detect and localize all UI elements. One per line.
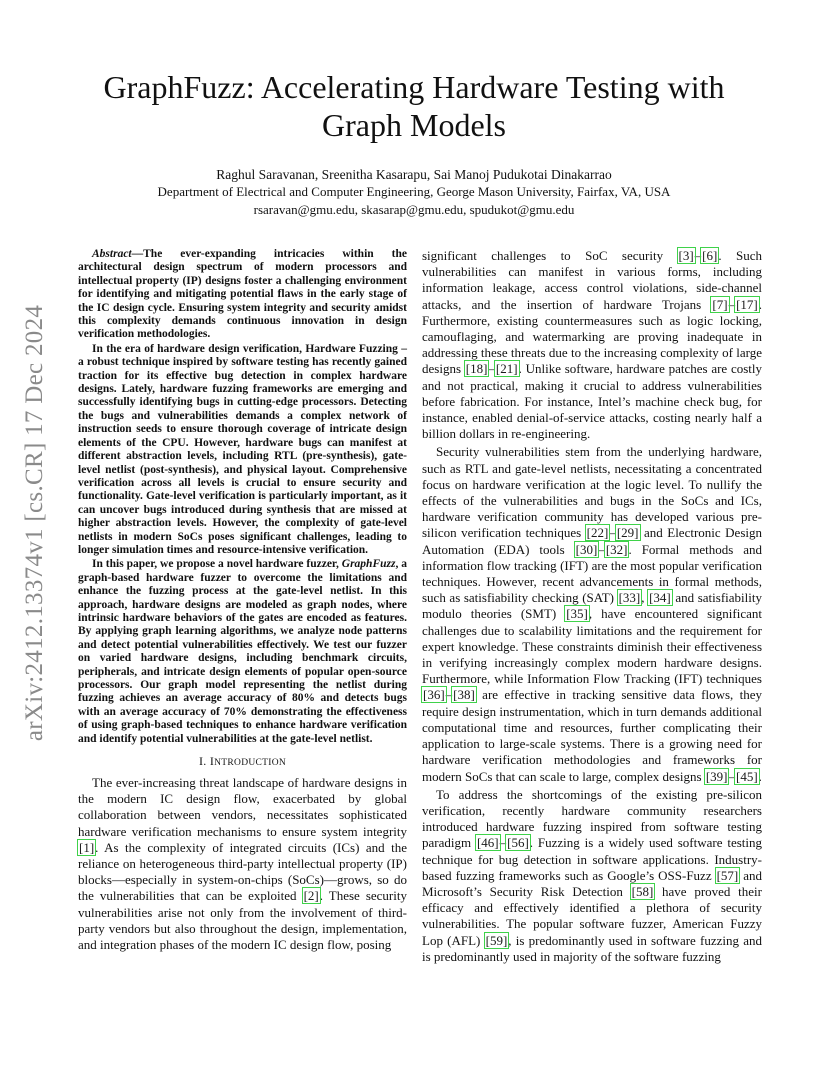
intro-paragraph-continued: significant challenges to SoC security [3]–[6]. Such vulnerabilities can manifest in various forms, including information leakage, access control violations, side-channel attacks, and the insertion of hardware Trojans [7]–[17]. Furthermore, existing countermeasures such as logic locking, camouflaging, and watermarking are proving inadequate in addressing these threats due to the increasing complexity of large designs [18]–[21]. Unlike software, hardware patches are costly and not practical, making it crucial to address vulnerabilities before fabrication. For instance, Intel’s machine check bug, for instance, enabled denial-of-service attacks, costing nearly half a billion dollars in re-engineering. — [422, 248, 763, 442]
affiliation: Department of Electrical and Computer Engineering, George Mason University, Fairfax, VA, USA — [157, 184, 671, 199]
intro-paragraph-2: Security vulnerabilities stem from the underlying hardware, such as RTL and gate-level netlists, necessitating a concentrated focus on hardware verification at the logic level. To nullify the effects of the vulnerabilities and bugs in the SoCs and ICs, hardware verification community has developed various pre-silicon verification techniques [22]–[29] and Electronic Design Automation (EDA) tools [30]–[32]. Formal methods and information flow tracking (IFT) are the most popular verification techniques. However, recent advancements in formal methods, such as satisfiability checking (SAT) [33], [34] and satisfiability modulo theories (SMT) [35], have encountered significant challenges due to scalability limitations and the requirement for expert knowledge. These constraints diminish their effectiveness in verifying increasingly complex modern hardware designs. Furthermore, while Information Flow Tracking (IFT) techniques [36]–[38] are effective in tracking sensitive data flows, they require design instrumentation, which in turn demands additional computational time and resources, further complicating their application to large-scale systems. There is a growing need for hardware verification methodologies and frameworks for modern SoCs that can scale to large, complex designs [39]–[45]. — [422, 444, 762, 784]
citation-link[interactable]: [38] — [453, 687, 475, 703]
abstract-paragraph-1: Abstract—The ever-expanding intricacies within the architectural design spectrum of modern processors and intellectual property (IP) designs foster a challenging environment for identifying and mitigating potential flaws in the early stage of the IC design cycle. Ensuring system integrity and security amidst this complexity demands continuous innovation in design verification methodologies. — [78, 248, 407, 341]
citation-link[interactable]: [3] — [678, 248, 694, 263]
author-emails: rsaravan@gmu.edu, skasarap@gmu.edu, spudukot@gmu.edu — [253, 202, 575, 217]
right-column — [422, 248, 762, 967]
citation-link[interactable]: [58] — [631, 883, 654, 899]
citation-link[interactable]: [1] — [79, 839, 95, 855]
fuzzer-name: GraphFuzz — [341, 558, 396, 571]
citation-link[interactable]: [57] — [716, 867, 739, 883]
citation-link[interactable]: [39] — [705, 768, 728, 784]
citation-link[interactable]: [17] — [736, 296, 758, 312]
introduction-left — [78, 775, 407, 953]
citation-link[interactable]: [18] — [465, 361, 488, 377]
section-heading-introduction: I. INTRODUCTION — [198, 754, 287, 769]
title-line-2: Graph Models — [322, 107, 506, 143]
citation-link[interactable]: [7] — [712, 296, 728, 312]
citation-link[interactable]: [56] — [507, 835, 529, 851]
citation-link[interactable]: [29] — [616, 525, 639, 541]
citation-link[interactable]: [2] — [303, 888, 319, 904]
citation-link[interactable]: [33] — [618, 590, 641, 606]
abstract — [78, 248, 407, 746]
abstract-paragraph-3: In this paper, we propose a novel hardware fuzzer, GraphFuzz, a graph-based hardware fuzzer to overcome the limitations and enhance the fuzzing process at the gate-level netlist. In this approach, hardware designs are modeled as graph nodes, where intrinsic hardware behaviors of the gates are encoded as features. By applying graph learning algorithms, we analyze node patterns and detect potential vulnerabilities effectively. We test our fuzzer on varied hardware designs, including benchmark circuits, peripherals, and intricate design elements of popular open-source processors. Our graph model representing the netlist during fuzzing achieves an average accuracy of 80% and detects bugs with an average accuracy of 70% demonstrating the effectiveness of using graph-based techniques to enhance hardware verification and identify potential vulnerabilities at the gate-level netlist. — [78, 558, 407, 745]
introduction-right — [422, 248, 762, 965]
citation-link[interactable]: [21] — [495, 361, 518, 377]
citation-link[interactable]: [22] — [586, 525, 609, 541]
abstract-paragraph-2: In the era of hardware design verification, Hardware Fuzzing – a robust technique inspired by software testing has recently gained traction for its effective bug detection in complex hardware designs. Lately, hardware fuzzing frameworks are emerging and successfully identifying bugs in cutting-edge processors. Detecting the bugs and vulnerabilities demands a complex network of instruction seeds to ensure thorough coverage of intricate design elements of the CPU. However, hardware bugs can manifest at different abstraction levels, including RTL (pre-synthesis), gate-level netlist (post-synthesis), and physical layout. Comprehensive verification across all levels is crucial to ensure security and functionality. Gate-level verification is particularly important, as it can uncover bugs introduced during synthesis that are missed at higher abstraction levels. However, the complexity of gate-level netlists in modern SoCs poses significant challenges, leading to longer simulation times and resource-intensive verification. — [78, 342, 407, 556]
arxiv-identifier — [22, 285, 48, 760]
abstract-lead: Abstract — [92, 248, 132, 260]
citation-link[interactable]: [30] — [575, 541, 598, 557]
arxiv-identifier-text: arXiv:2412.13374v1 [cs.CR] 17 Dec 2024 — [21, 304, 48, 741]
citation-link[interactable]: [59] — [485, 932, 508, 948]
citation-link[interactable]: [45] — [735, 768, 758, 784]
left-column — [78, 248, 407, 955]
citation-link[interactable]: [32] — [605, 541, 628, 557]
citation-link[interactable]: [6] — [702, 248, 718, 263]
citation-link[interactable]: [36] — [423, 687, 445, 703]
intro-paragraph-1: The ever-increasing threat landscape of hardware designs in the modern IC design flow, exacerbated by global collaboration between vendors, necessitates sophisticated hardware verification mechanisms to ensure system integrity [1]. As the complexity of integrated circuits (ICs) and the reliance on heterogeneous third-party intellectual property (IP) blocks—especially in system-on-chips (SoCs)—grows, so do the vulnerabilities that can be exploited [2]. These security vulnerabilities arise not only from the involvement of third-party vendors but also throughout the design, implementation, and integration phases of the modern IC design flow, posing — [78, 775, 407, 953]
citation-link[interactable]: [46] — [476, 835, 499, 851]
citation-link[interactable]: [34] — [649, 590, 671, 606]
paper-title — [70, 68, 758, 144]
author-list: Raghul Saravanan, Sreenitha Kasarapu, Sai Manoj Pudukotai Dinakarrao — [216, 167, 612, 182]
citation-link[interactable]: [35] — [566, 606, 588, 622]
intro-paragraph-3: To address the shortcomings of the existing pre-silicon verification, recently hardware community researchers introduced hardware fuzzing inspired from software testing paradigm [46]–[56]. Fuzzing is a widely used software testing technique for bug detection in software applications. Industry-based fuzzing frameworks such as Google’s OSS-Fuzz [57] and Microsoft’s Security Risk Detection [58] have proved their efficacy and effectively identified a plethora of security vulnerabilities. The popular software fuzzer, American Fuzzy Lop (AFL) [59], is predominantly used in software fuzzing and is predominantly used in majority of the software fuzzing — [422, 786, 762, 964]
title-line-1: GraphFuzz: Accelerating Hardware Testing with — [103, 69, 725, 105]
